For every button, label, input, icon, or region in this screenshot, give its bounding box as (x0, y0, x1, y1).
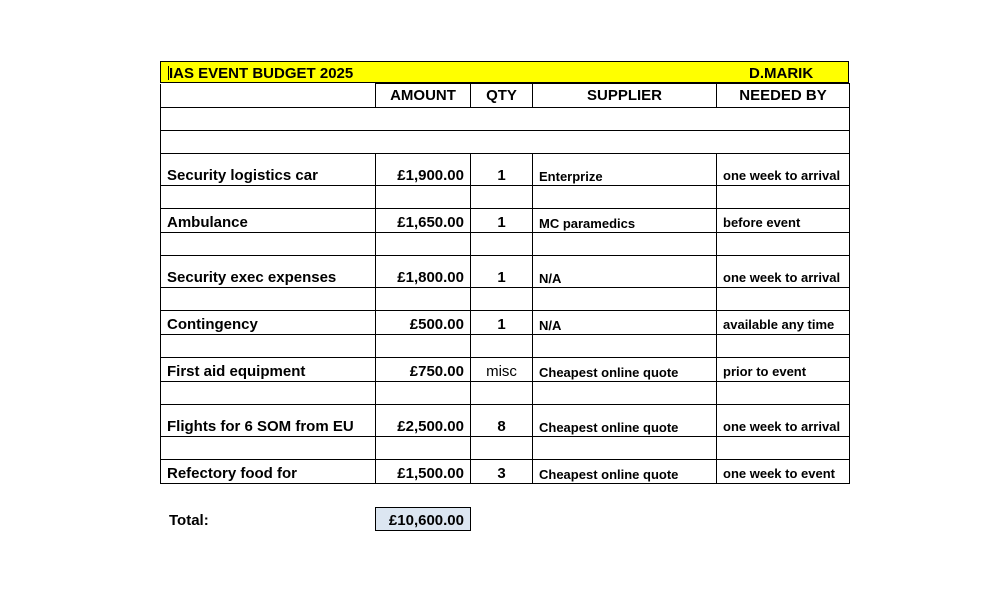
supplier-cell[interactable]: Cheapest online quote (533, 358, 717, 382)
empty-cell[interactable] (376, 233, 471, 256)
qty-cell[interactable]: 8 (471, 405, 533, 437)
empty-cell[interactable] (471, 233, 533, 256)
header-amount[interactable]: AMOUNT (376, 84, 471, 108)
item-cell[interactable]: Refectory food for (161, 460, 376, 484)
needed-by-cell[interactable]: one week to arrival (717, 405, 850, 437)
item-cell[interactable]: Ambulance (161, 209, 376, 233)
empty-cell[interactable] (471, 186, 533, 209)
header-row (161, 84, 850, 108)
qty-cell[interactable]: misc (471, 358, 533, 382)
budget-table (160, 83, 850, 484)
empty-row (161, 108, 850, 131)
qty-cell[interactable]: 3 (471, 460, 533, 484)
empty-row (161, 437, 850, 460)
amount-cell[interactable]: £750.00 (376, 358, 471, 382)
empty-cell[interactable] (376, 382, 471, 405)
empty-cell[interactable] (161, 437, 376, 460)
header-needed-by[interactable]: NEEDED BY (717, 84, 850, 108)
table-row (161, 405, 850, 437)
empty-cell[interactable] (161, 233, 376, 256)
empty-cell[interactable] (717, 186, 850, 209)
header-qty[interactable]: QTY (471, 84, 533, 108)
needed-by-cell[interactable]: one week to arrival (717, 256, 850, 288)
empty-cell[interactable] (161, 131, 850, 154)
amount-cell[interactable]: £1,500.00 (376, 460, 471, 484)
table-row (161, 311, 850, 335)
header-supplier[interactable]: SUPPLIER (533, 84, 717, 108)
supplier-cell[interactable]: MC paramedics (533, 209, 717, 233)
amount-cell[interactable]: £1,650.00 (376, 209, 471, 233)
empty-row (161, 335, 850, 358)
amount-cell[interactable]: £500.00 (376, 311, 471, 335)
needed-by-cell[interactable]: prior to event (717, 358, 850, 382)
empty-cell[interactable] (376, 288, 471, 311)
table-row (161, 256, 850, 288)
empty-cell[interactable] (161, 335, 376, 358)
empty-cell[interactable] (717, 288, 850, 311)
needed-by-cell[interactable]: one week to event (717, 460, 850, 484)
empty-cell[interactable] (376, 437, 471, 460)
item-cell[interactable]: Contingency (161, 311, 376, 335)
needed-by-cell[interactable]: one week to arrival (717, 154, 850, 186)
header-blank-cell[interactable] (161, 84, 376, 108)
empty-cell[interactable] (471, 288, 533, 311)
table-row (161, 154, 850, 186)
sheet-title: IAS EVENT BUDGET 2025 (169, 65, 354, 82)
empty-cell[interactable] (717, 382, 850, 405)
supplier-cell[interactable]: N/A (533, 256, 717, 288)
empty-cell[interactable] (717, 335, 850, 358)
empty-cell[interactable] (717, 437, 850, 460)
empty-row (161, 288, 850, 311)
qty-cell[interactable]: 1 (471, 154, 533, 186)
supplier-cell[interactable]: N/A (533, 311, 717, 335)
empty-cell[interactable] (161, 382, 376, 405)
empty-cell[interactable] (161, 288, 376, 311)
needed-by-cell[interactable]: available any time (717, 311, 850, 335)
budget-sheet (160, 61, 849, 484)
empty-cell[interactable] (533, 335, 717, 358)
empty-row (161, 131, 850, 154)
item-cell[interactable]: Flights for 6 SOM from EU (161, 405, 376, 437)
empty-cell[interactable] (533, 382, 717, 405)
supplier-cell[interactable]: Cheapest online quote (533, 460, 717, 484)
amount-cell[interactable]: £1,900.00 (376, 154, 471, 186)
table-row (161, 460, 850, 484)
author-name: D.MARIK (749, 65, 814, 82)
total-value[interactable]: £10,600.00 (375, 507, 471, 531)
amount-cell[interactable]: £1,800.00 (376, 256, 471, 288)
empty-cell[interactable] (533, 233, 717, 256)
empty-cell[interactable] (533, 288, 717, 311)
qty-cell[interactable]: 1 (471, 209, 533, 233)
empty-cell[interactable] (471, 437, 533, 460)
empty-row (161, 233, 850, 256)
empty-cell[interactable] (471, 382, 533, 405)
empty-cell[interactable] (161, 186, 376, 209)
table-row (161, 209, 850, 233)
empty-cell[interactable] (376, 335, 471, 358)
supplier-cell[interactable]: Cheapest online quote (533, 405, 717, 437)
empty-row (161, 382, 850, 405)
title-row[interactable] (160, 61, 849, 83)
amount-cell[interactable]: £2,500.00 (376, 405, 471, 437)
table-row (161, 358, 850, 382)
needed-by-cell[interactable]: before event (717, 209, 850, 233)
qty-cell[interactable]: 1 (471, 256, 533, 288)
item-cell[interactable]: First aid equipment (161, 358, 376, 382)
supplier-cell[interactable]: Enterprize (533, 154, 717, 186)
empty-cell[interactable] (161, 108, 850, 131)
empty-cell[interactable] (471, 335, 533, 358)
total-label[interactable]: Total: (169, 512, 209, 529)
empty-row (161, 186, 850, 209)
empty-cell[interactable] (376, 186, 471, 209)
item-cell[interactable]: Security exec expenses (161, 256, 376, 288)
empty-cell[interactable] (717, 233, 850, 256)
empty-cell[interactable] (533, 437, 717, 460)
qty-cell[interactable]: 1 (471, 311, 533, 335)
item-cell[interactable]: Security logistics car (161, 154, 376, 186)
empty-cell[interactable] (533, 186, 717, 209)
